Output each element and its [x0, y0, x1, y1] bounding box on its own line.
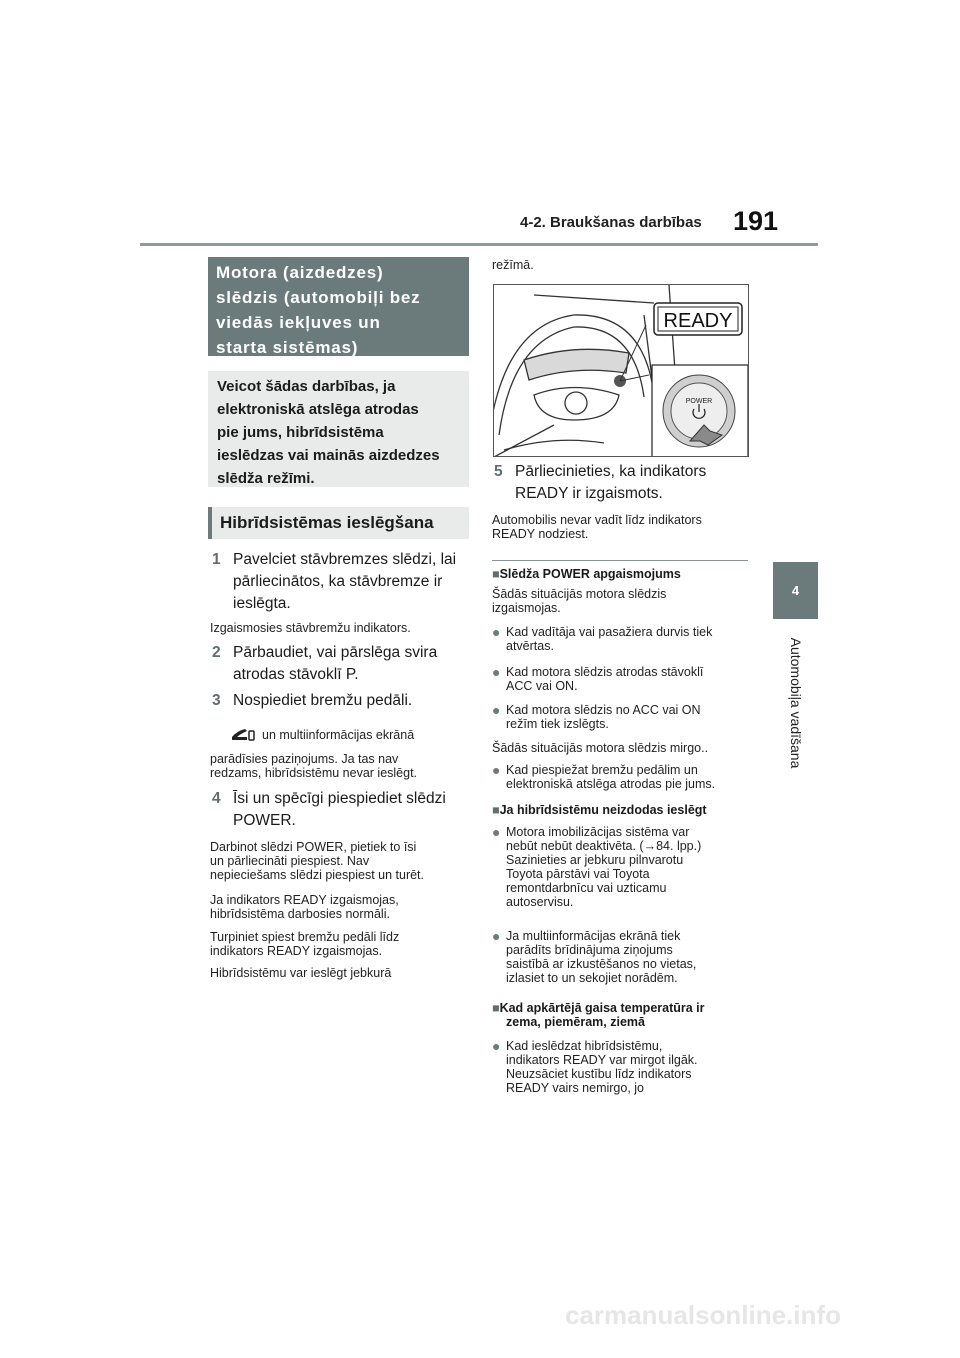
- step-3-note: un multiinformācijas ekrānā parādīsies paziņojums. Ja tas nav redzams, hibrīdsistēmu nevar ieslēgt.: [210, 728, 418, 780]
- section-c-heading: ■Kad apkārtējā gaisa temperatūra ir zema, piemēram, ziemā: [492, 1001, 705, 1029]
- step-1: 1 Pavelciet stāvbremzes slēdzi, lai pārliecinātos, ka stāvbremze ir ieslēgta.: [212, 551, 457, 612]
- power-switch-illustration: [493, 284, 749, 457]
- section-a-heading: ■Slēdža POWER apgaismojums: [492, 567, 681, 581]
- continued-text: režīmā.: [492, 258, 534, 272]
- section-title: 4-2. Braukšanas darbības: [520, 214, 702, 231]
- step-4-note-1: Darbinot slēdzi POWER, pietiek to īsi un pārliecināti piespiest. Nav nepieciešams slēdzi piespiest un turēt.: [210, 840, 425, 882]
- step-2: 2 Pārbaudiet, vai pārslēga svira atrodas stāvoklī P.: [212, 644, 438, 683]
- step-4: 4 Īsi un spēcīgi piespiediet slēdzi POWER.: [212, 790, 446, 829]
- section-a-bullet-2: ● Kad motora slēdzis atrodas stāvoklī ACC vai ON.: [492, 664, 704, 693]
- step-4-note-3: Turpiniet spiest bremžu pedāli līdz indikators READY izgaismojas.: [210, 930, 400, 958]
- section-divider: [492, 560, 748, 561]
- page-number: 191: [733, 206, 779, 236]
- brake-pedal-indicator-icon: [230, 726, 256, 741]
- power-button-label: POWER: [685, 398, 713, 405]
- ready-indicator-label: READY: [663, 310, 733, 332]
- watermark: carmanualsonline.info: [565, 1300, 841, 1330]
- section-a-bullet-1: ● Kad vadītāja vai pasažiera durvis tiek atvērtas.: [492, 624, 713, 653]
- dashboard-drawing: [494, 285, 749, 457]
- section-a-bullet-3: ● Kad motora slēdzis no ACC vai ON režīm tiek izslēgts.: [492, 702, 701, 731]
- header-rule: [140, 243, 818, 246]
- chapter-tab: 4: [773, 562, 818, 619]
- section-a-intro-2: Šādās situācijās motora slēdzis mirgo..: [492, 741, 709, 755]
- step-1-note: Izgaismosies stāvbremžu indikators.: [210, 621, 411, 635]
- section-heading-box: Motora (aizdedzes) slēdzis (automobiļi bez viedās iekļuves un starta sistēmas): [208, 257, 469, 356]
- subheading-box: Hibrīdsistēmas ieslēgšana: [208, 507, 469, 539]
- step-5: 5 Pārliecinieties, ka indikators READY ir izgaismots.: [494, 463, 707, 502]
- section-a-bullet-4: ● Kad piespiežat bremžu pedālim un elektroniskā atslēga atrodas pie jums.: [492, 762, 716, 791]
- section-b-heading: ■Ja hibrīdsistēmu neizdodas ieslēgt: [492, 803, 707, 817]
- chapter-label: Automobiļa vadīšana: [788, 637, 804, 768]
- section-c-bullet-1: ● Kad ieslēdzat hibrīdsistēmu, indikators READY var mirgot ilgāk. Neuzsāciet kustību līdz indikators READY vairs nemirgo, jo: [492, 1038, 698, 1095]
- step-3: 3 Nospiediet bremžu pedāli.: [212, 692, 413, 709]
- step-4-note-4: Hibrīdsistēmu var ieslēgt jebkurā: [210, 966, 392, 980]
- section-b-bullet-1: ● Motora imobilizācijas sistēma var nebūt nebūt deaktivēta. (→84. lpp.) Sazinieties ar jebkuru pilnvarotu Toyota pārstāvi vai Toyota remontdarbnīcu vai uzticamu autoservisu.: [492, 824, 702, 909]
- step-5-note: Automobilis nevar vadīt līdz indikators READY nodziest.: [492, 513, 702, 541]
- section-b-bullet-2: ● Ja multiinformācijas ekrānā tiek parādīts brīdinājuma ziņojums saistībā ar izkustēšanos no vietas, izlasiet to un sekojiet norādēm.: [492, 928, 697, 985]
- section-a-intro: Šādās situācijās motora slēdzis izgaismojas.: [492, 587, 667, 615]
- step-4-note-2: Ja indikators READY izgaismojas, hibrīdsistēma darbosies normāli.: [210, 893, 399, 921]
- intro-box: Veicot šādas darbības, ja elektroniskā atslēga atrodas pie jums, hibrīdsistēma ieslēdzas vai mainās aizdedzes slēdža režīmi.: [208, 371, 469, 487]
